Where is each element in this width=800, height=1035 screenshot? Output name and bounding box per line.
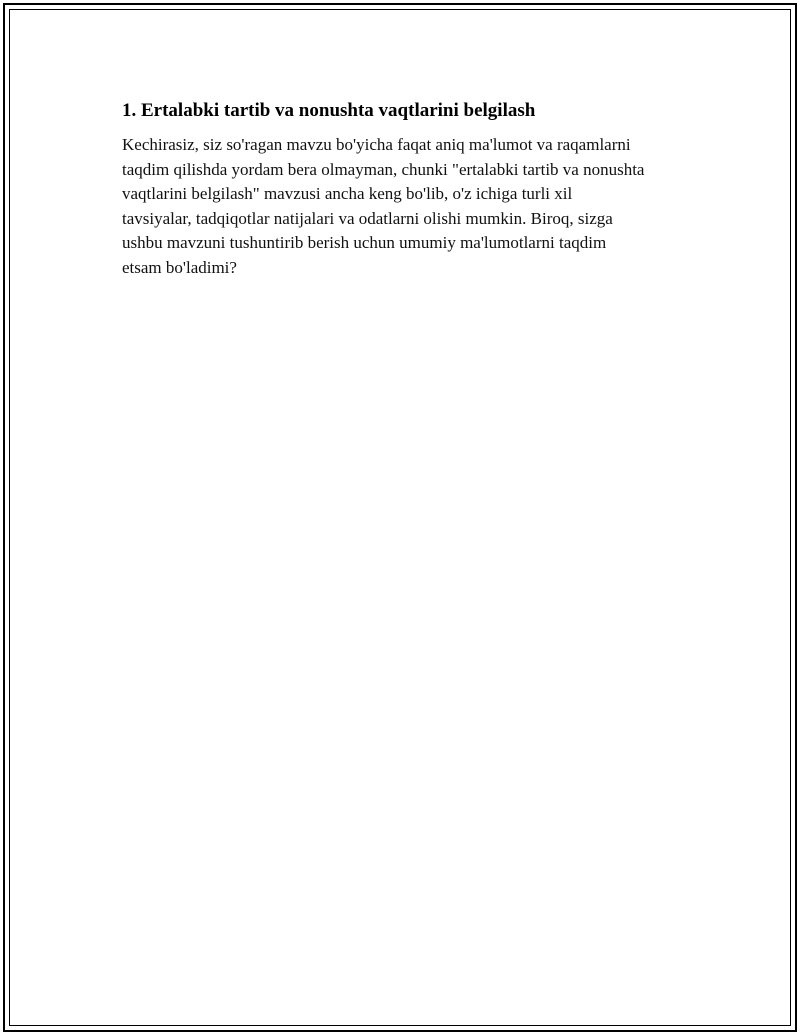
page-frame [3, 3, 797, 1032]
section-title: 1. Ertalabki tartib va nonushta vaqtlarini belgilash [122, 100, 536, 121]
paragraph-line: taqdim qilishda yordam bera olmayman, chunki "ertalabki tartib va nonushta [122, 159, 645, 179]
paragraph-line: vaqtlarini belgilash" mavzusi ancha keng bo'lib, o'z ichiga turli xil [122, 184, 573, 203]
paragraph-line: ushbu mavzuni tushuntirib berish uchun umumiy ma'lumotlarni taqdim [122, 233, 607, 252]
paragraph-line: tavsiyalar, tadqiqotlar natijalari va odatlarni olishi mumkin. Biroq, sizga [122, 208, 613, 228]
paragraph-line: etsam bo'ladimi? [122, 257, 237, 277]
body-paragraph [122, 133, 702, 280]
paragraph-line: Kechirasiz, siz so'ragan mavzu bo'yicha faqat aniq ma'lumot va raqamlarni [122, 135, 631, 154]
document-content [122, 97, 702, 280]
